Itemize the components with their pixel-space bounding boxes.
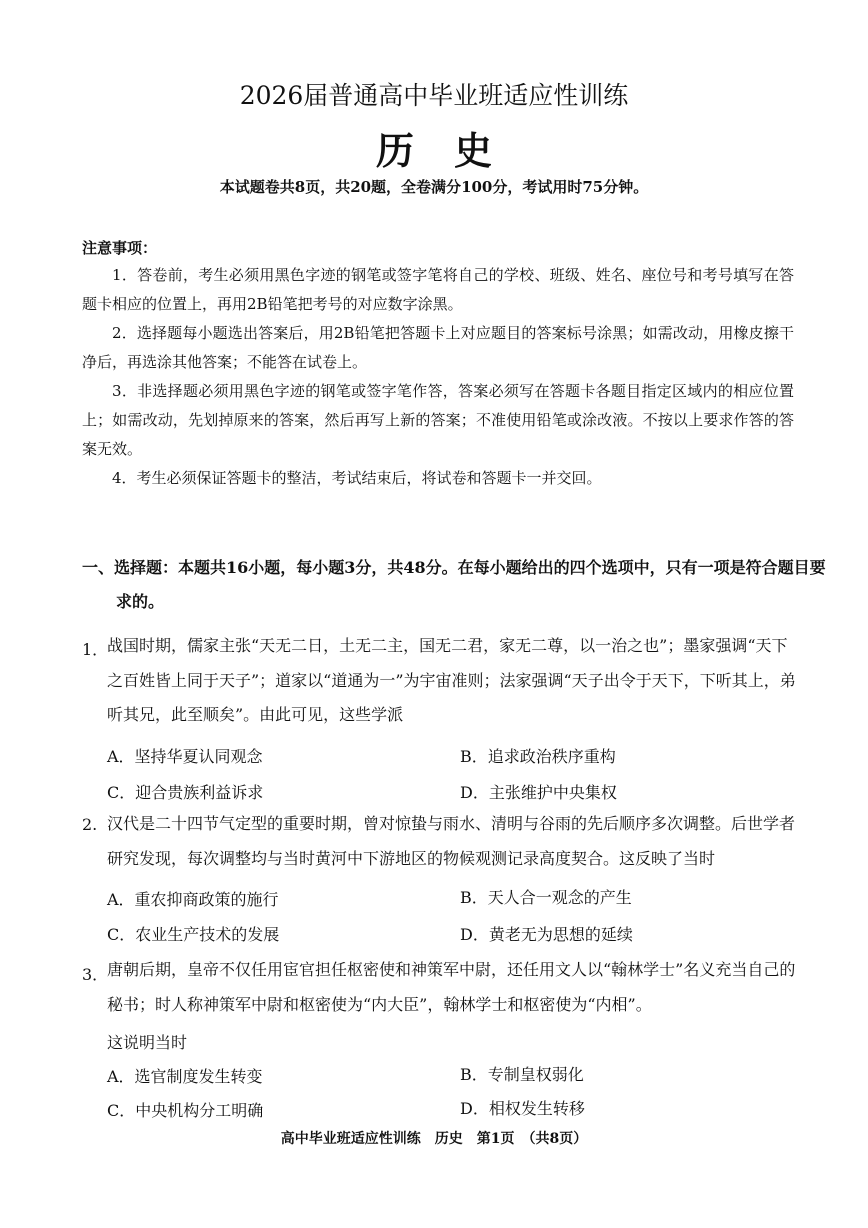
option-c: C．迎合贵族利益诉求 [107, 783, 264, 802]
notice-item: 4．考生必须保证答题卡的整洁，考试结束后，将试卷和答题卡一并交回。 [112, 469, 602, 487]
exam-title: 2026届普通高中毕业班适应性训练 [239, 81, 629, 110]
section-heading: 一、选择题：本题共16小题，每小题3分，共48分。在每小题给出的四个选项中，只有一项是符合题目要求的。 [82, 558, 826, 611]
option-d: D．黄老无为思想的延续 [460, 925, 633, 944]
option-a: A．重农抑商政策的施行 [107, 890, 279, 909]
option-a: A．选官制度发生转变 [107, 1067, 263, 1086]
option-b: B．追求政治秩序重构 [460, 747, 616, 766]
notice-item: 2．选择题每小题选出答案后，用2B铅笔把答题卡上对应题目的答案标号涂黑；如需改动，用橡皮擦干净后，再选涂其他答案；不能答在试卷上。 [82, 324, 794, 371]
notice-heading: 注意事项： [82, 239, 158, 257]
option-c: C．农业生产技术的发展 [107, 925, 280, 944]
question-number: 1． [82, 640, 109, 659]
option-d: D．主张维护中央集权 [460, 783, 617, 802]
question-stem: 汉代是二十四节气定型的重要时期，曾对惊蛰与雨水、清明与谷雨的先后顺序多次调整。后世学者研究发现，每次调整均与当时黄河中下游地区的物候观测记录高度契合。这反映了当时 [107, 814, 796, 868]
notice-item: 1．答卷前，考生必须用黑色字迹的钢笔或签字笔将自己的学校、班级、姓名、座位号和考号填写在答题卡相应的位置上，再用2B铅笔把考号的对应数字涂黑。 [82, 266, 794, 313]
option-b: B．天人合一观念的产生 [460, 888, 632, 907]
question-stem-end: 这说明当时 [107, 1033, 188, 1052]
question-stem: 战国时期，儒家主张“天无二日，土无二主，国无二君，家无二尊，以一治之也”；墨家强调“天下之百姓皆上同于天子”；道家以“道通为一”为宇宙准则；法家强调“天子出令于天下，下听其上，弟听其兄，此至顺矣”。由此可见，这些学派 [107, 636, 796, 724]
option-a: A．坚持华夏认同观念 [107, 747, 263, 766]
question-number: 3． [82, 965, 109, 984]
option-b: B．专制皇权弱化 [460, 1065, 584, 1084]
exam-info: 本试题卷共8页，共20题，全卷满分100分，考试用时75分钟。 [219, 178, 649, 196]
option-c: C．中央机构分工明确 [107, 1101, 264, 1120]
notice-item: 3．非选择题必须用黑色字迹的钢笔或签字笔作答，答案必须写在答题卡各题目指定区域内的相应位置上；如需改动，先划掉原来的答案，然后再写上新的答案；不准使用铅笔或涂改液。不按以上要求作答的答案无效。 [82, 382, 794, 458]
option-d: D．相权发生转移 [460, 1099, 585, 1118]
page-footer: 高中毕业班适应性训练 历史 第1页 （共8页） [280, 1131, 588, 1147]
question-number: 2. [82, 815, 98, 834]
subject-title: 历史 [375, 128, 532, 173]
question-stem: 唐朝后期，皇帝不仅任用宦官担任枢密使和神策军中尉，还任用文人以“翰林学士”名义充当自己的秘书；时人称神策军中尉和枢密使为“内大臣”，翰林学士和枢密使为“内相”。 [107, 960, 796, 1014]
